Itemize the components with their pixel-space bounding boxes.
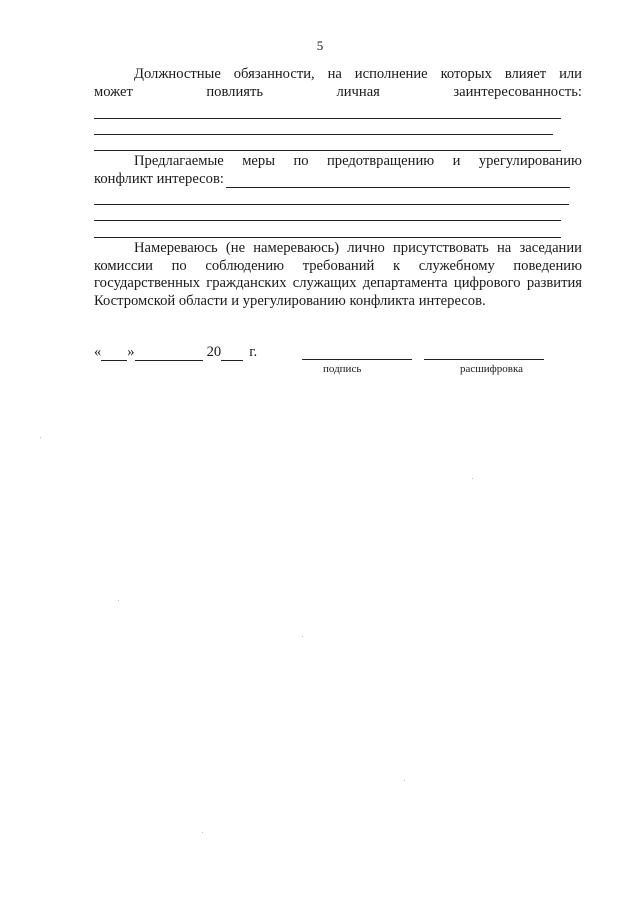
measures-blank-line-1[interactable] bbox=[94, 204, 569, 205]
close-quote: » bbox=[127, 344, 135, 360]
duties-word: исполнение bbox=[354, 66, 428, 82]
duties-paragraph bbox=[94, 66, 582, 101]
duties-line-1 bbox=[94, 66, 582, 84]
year-prefix: 20 bbox=[206, 344, 222, 360]
measures-word: по bbox=[293, 153, 309, 169]
scan-speck bbox=[302, 636, 303, 637]
scan-speck bbox=[118, 600, 119, 601]
conflict-fill-line[interactable] bbox=[226, 173, 570, 188]
decoding-caption: расшифровка bbox=[460, 363, 524, 375]
duties-word: которых bbox=[440, 66, 492, 82]
duties-blank-line-2[interactable] bbox=[94, 134, 553, 135]
scan-speck bbox=[472, 478, 473, 479]
page-number: 5 bbox=[316, 38, 324, 53]
measures-blank-line-2[interactable] bbox=[94, 220, 561, 221]
measures-word: и bbox=[452, 153, 461, 169]
attendance-paragraph bbox=[94, 240, 582, 310]
measures-line-1 bbox=[94, 153, 582, 171]
duties-word: или bbox=[559, 66, 582, 82]
duties-blank-line-1[interactable] bbox=[94, 118, 561, 119]
duties-word: влияет bbox=[504, 66, 547, 82]
duties-word: может bbox=[94, 83, 133, 100]
month-field[interactable] bbox=[135, 346, 203, 361]
duties-word: Должностные bbox=[134, 66, 221, 82]
duties-blank-line-3[interactable] bbox=[94, 150, 561, 151]
year-field[interactable] bbox=[221, 346, 243, 361]
duties-word: заинтересованность: bbox=[453, 83, 582, 100]
measures-word: меры bbox=[242, 153, 276, 169]
date-row bbox=[94, 344, 257, 361]
scan-speck bbox=[404, 780, 405, 781]
signature-field[interactable] bbox=[302, 359, 412, 360]
open-quote: « bbox=[94, 344, 102, 360]
duties-word: обязанности, bbox=[233, 66, 315, 82]
scan-speck bbox=[202, 832, 203, 833]
day-field[interactable] bbox=[101, 346, 127, 361]
duties-word: повлиять bbox=[206, 83, 264, 100]
measures-line-2 bbox=[94, 171, 570, 189]
measures-blank-line-3[interactable] bbox=[94, 237, 561, 238]
duties-line-2 bbox=[94, 84, 582, 102]
attendance-text: Намереваюсь (не намереваюсь) лично присутствовать на заседании комиссии по соблюдению требований к служебному поведению государственных гражданских служащих департамента цифрового развития Костромской области и урегулированию конфликта интересов. bbox=[94, 240, 582, 309]
measures-word: Предлагаемые bbox=[134, 153, 224, 169]
duties-word: на bbox=[327, 66, 342, 82]
measures-word: урегулированию bbox=[478, 153, 582, 169]
duties-word: личная bbox=[336, 83, 380, 100]
measures-word: предотвращению bbox=[326, 153, 435, 169]
signature-caption: подпись bbox=[323, 363, 362, 375]
decoding-field[interactable] bbox=[424, 359, 544, 360]
scan-speck bbox=[40, 437, 41, 438]
year-suffix: г. bbox=[249, 344, 258, 360]
conflict-label: конфликт интересов: bbox=[94, 170, 224, 187]
measures-paragraph bbox=[94, 153, 582, 188]
